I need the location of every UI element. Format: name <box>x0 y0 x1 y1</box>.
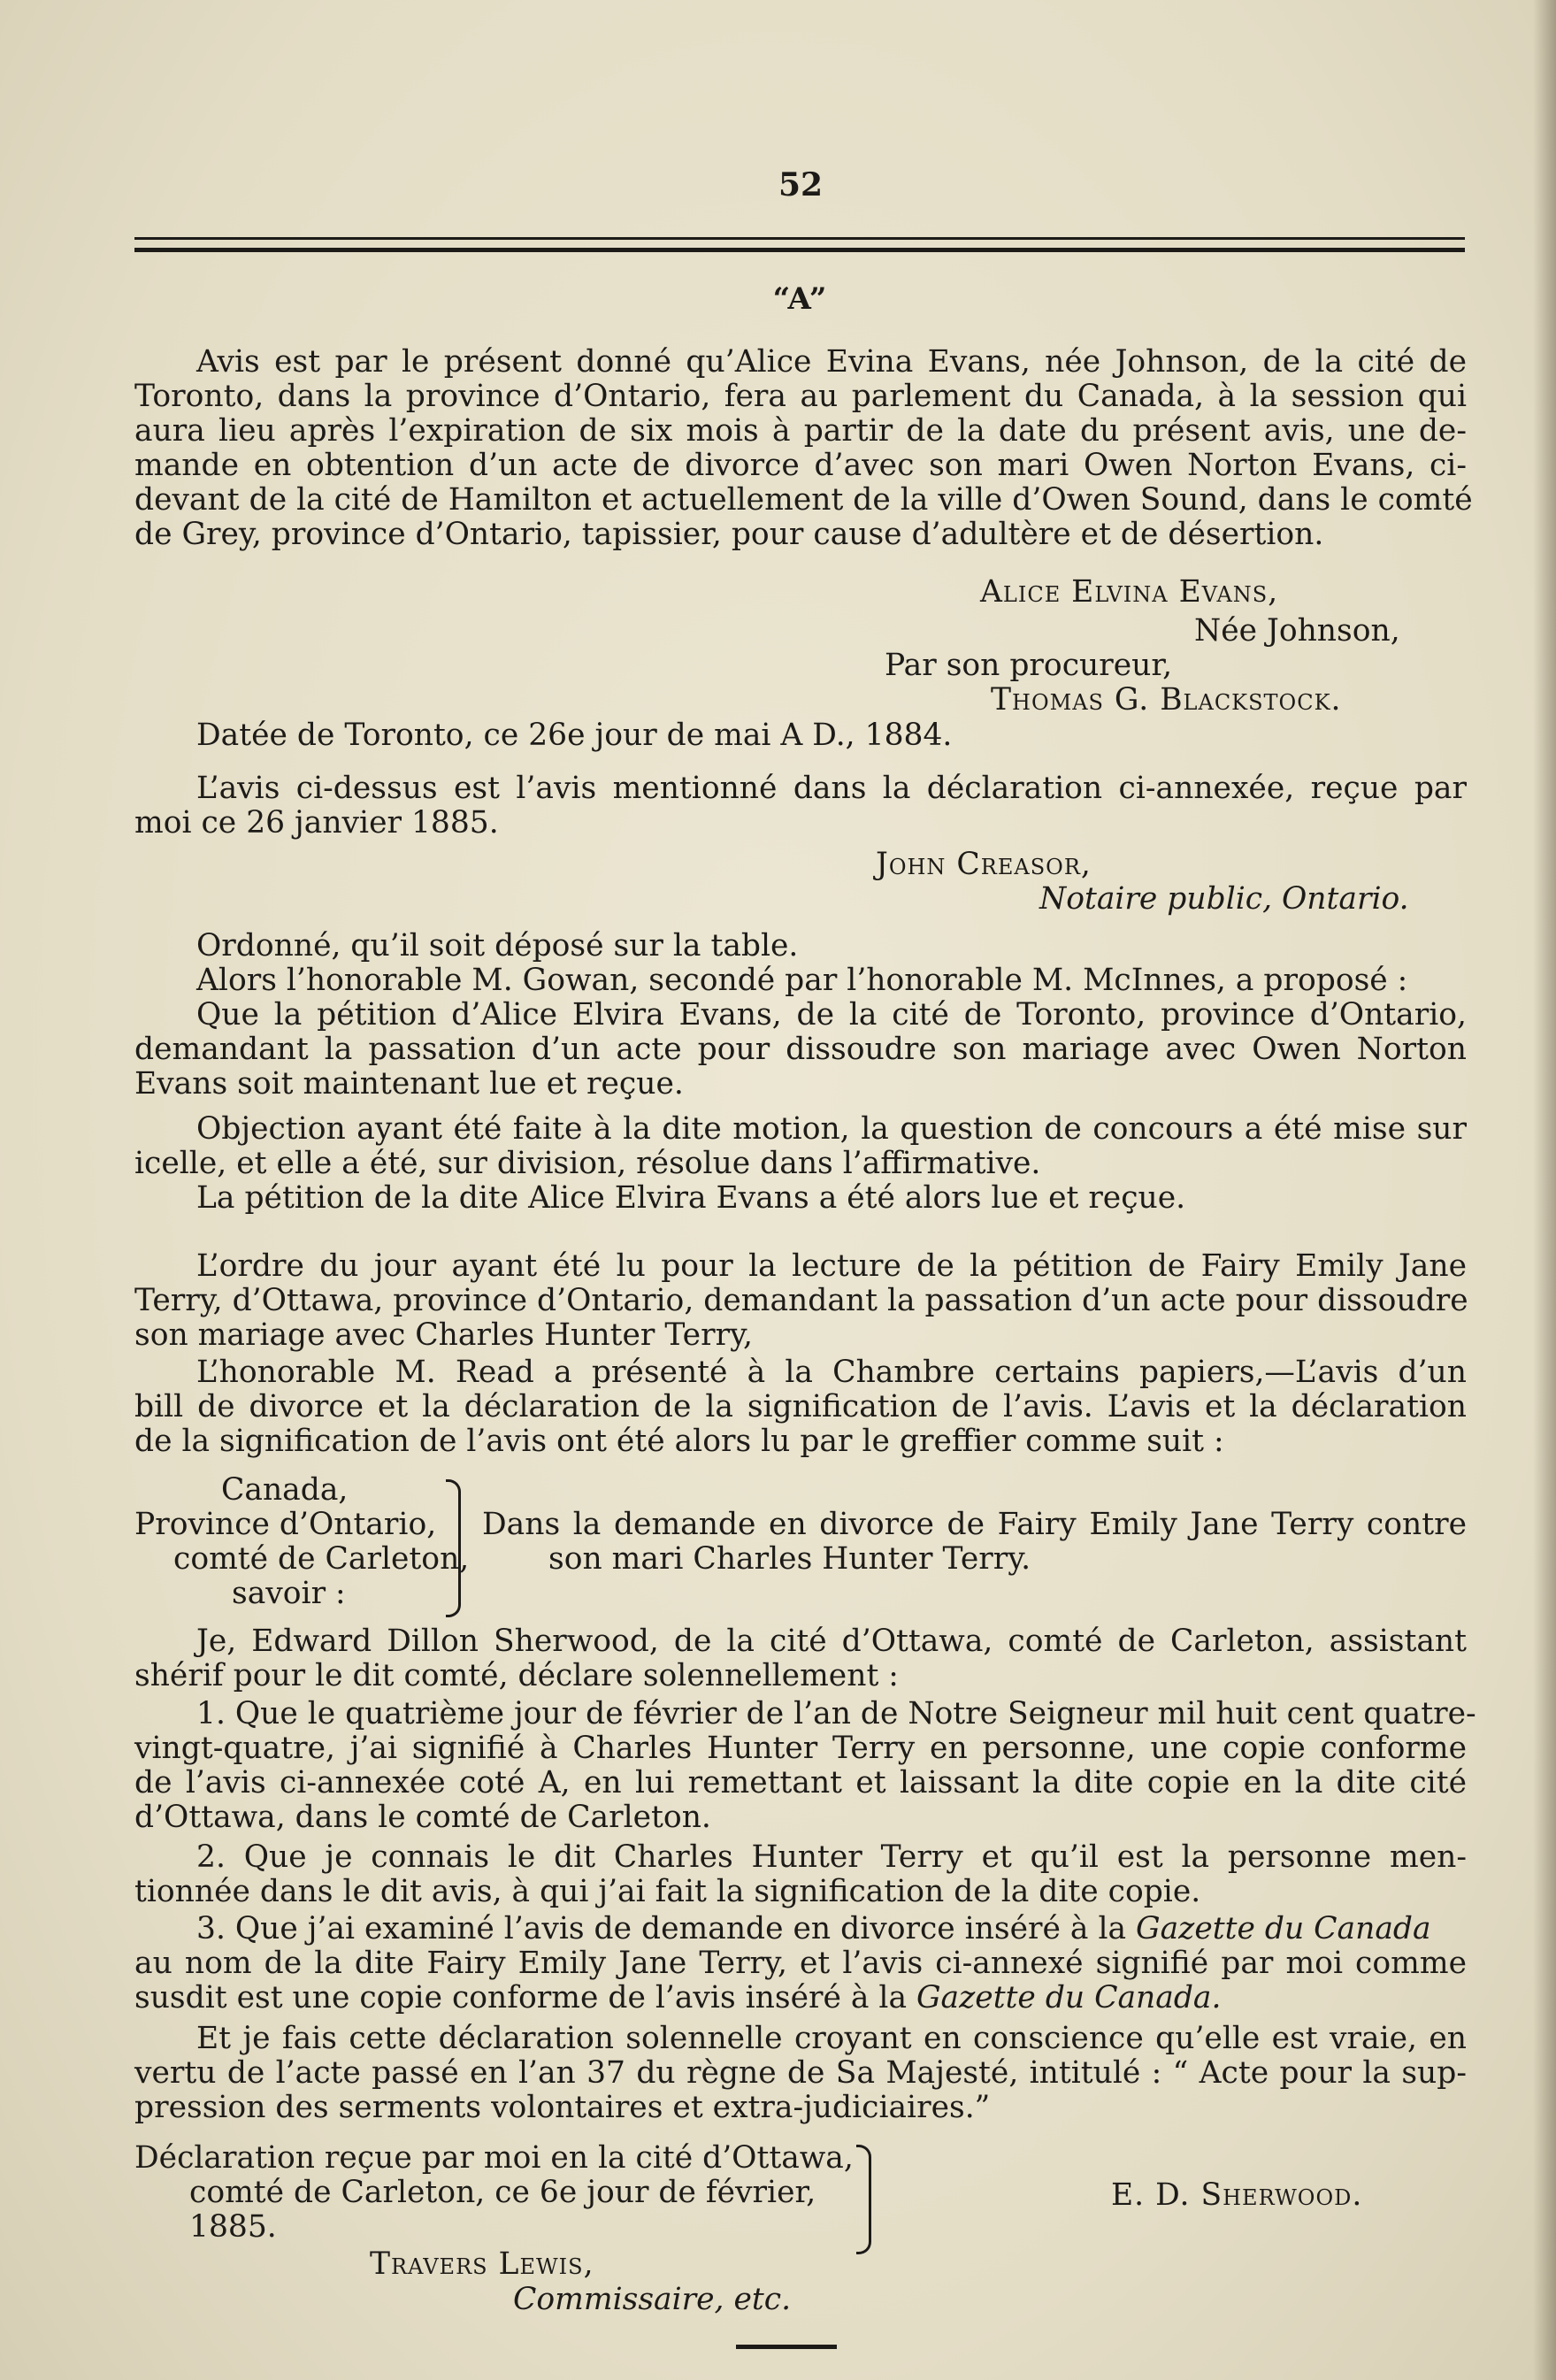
header-rule-thin <box>134 237 1465 240</box>
notice-line: mande en obtention d’un acte de divorce d’avec son mari Owen Norton Evans, ci- <box>134 448 1467 483</box>
attorney-name: Thomas G. Blackstock. <box>991 682 1342 718</box>
declaration-line: 1. Que le quatrième jour de février de l’an de Notre Seigneur mil huit cent quatre- <box>196 1696 1476 1731</box>
page-edge-shadow <box>1533 0 1556 2380</box>
proceedings-line: Alors l’honorable M. Gowan, secondé par l’honorable M. McInnes, a proposé : <box>196 963 1408 998</box>
certificate-line: moi ce 26 janvier 1885. <box>134 805 499 841</box>
declaration-line: au nom de la dite Fairy Emily Jane Terry, et l’avis ci-annexé signifié par moi comme <box>134 1946 1467 1981</box>
declaration-line: vingt-quatre, j’ai signifié à Charles Hunter Terry en personne, une copie conforme <box>134 1731 1467 1766</box>
notice-line: de Grey, province d’Ontario, tapissier, pour cause d’adultère et de désertion. <box>134 517 1324 552</box>
proceedings-line: demandant la passation d’un acte pour dissoudre son mariage avec Owen Norton <box>134 1032 1467 1067</box>
terry-line: son mariage avec Charles Hunter Terry, <box>134 1317 753 1353</box>
declaration-line <box>134 1981 1221 2015</box>
declaration-line: shérif pour le dit comté, déclare solennellement : <box>134 1658 899 1693</box>
terry-line: bill de divorce et la déclaration de la signification de l’avis. L’avis et la déclaration <box>134 1389 1467 1424</box>
proceedings-line: Que la pétition d’Alice Elvira Evans, de la cité de Toronto, province d’Ontario, <box>196 997 1467 1033</box>
declaration-line: Je, Edward Dillon Sherwood, de la cité d’Ottawa, comté de Carleton, assistant <box>196 1624 1467 1659</box>
commissioner-title: Commissaire, etc. <box>513 2282 792 2317</box>
terry-line: L’ordre du jour ayant été lu pour la lecture de la pétition de Fairy Emily Jane <box>196 1248 1467 1284</box>
gazette-title: Gazette du Canada. <box>916 1980 1222 2015</box>
declaration-line: vertu de l’acte passé en l’an 37 du règne de Sa Majesté, intitulé : “ Acte pour la sup- <box>134 2055 1467 2091</box>
header-rule-thick <box>134 248 1465 252</box>
proceedings-line: La pétition de la dite Alice Elvira Evans a été alors lue et reçue. <box>196 1180 1186 1216</box>
declaration-line: Et je fais cette déclaration solennelle croyant en conscience qu’elle est vraie, en <box>196 2021 1467 2056</box>
commissioner-name: Travers Lewis, <box>370 2246 594 2282</box>
signatory-name: Alice Elvina Evans, <box>980 574 1279 610</box>
declaration-line: pression des serments volontaires et extra-judiciaires.” <box>134 2090 991 2125</box>
jurat-line: comté de Carleton, ce 6e jour de février, <box>189 2175 816 2210</box>
declaration-line: de l’avis ci-annexée coté A, en lui remettant et laissant la dite copie en la dite cité <box>134 1765 1467 1800</box>
notice-date: Datée de Toronto, ce 26e jour de mai A D., 1884. <box>196 718 953 753</box>
terry-line: L’honorable M. Read a présenté à la Chambre certains papiers,—L’avis d’un <box>196 1355 1467 1390</box>
venue-left: Canada, <box>221 1472 349 1508</box>
jurat-line: 1885. <box>189 2209 277 2245</box>
venue-left: savoir : <box>232 1576 346 1611</box>
jurat-line: Déclaration reçue par moi en la cité d’Ottawa, <box>134 2140 854 2176</box>
terry-line: Terry, d’Ottawa, province d’Ontario, demandant la passation d’un acte pour dissoudre <box>134 1283 1468 1318</box>
venue-left: comté de Carleton, <box>173 1541 470 1577</box>
annex-heading: “A” <box>772 281 829 317</box>
declarant-signature: E. D. Sherwood. <box>1111 2177 1363 2213</box>
venue-left: Province d’Ontario, <box>134 1507 437 1542</box>
closing-rule <box>736 2345 837 2349</box>
proceedings-line: Evans soit maintenant lue et reçue. <box>134 1066 684 1102</box>
notice-line: devant de la cité de Hamilton et actuellement de la ville d’Owen Sound, dans le comté <box>134 482 1473 518</box>
signatory-maiden-name: Née Johnson, <box>1194 613 1400 649</box>
proceedings-line: Ordonné, qu’il soit déposé sur la table. <box>196 928 799 964</box>
certificate-line: L’avis ci-dessus est l’avis mentionné dans la déclaration ci-annexée, reçue par <box>196 771 1467 806</box>
proceedings-line: icelle, et elle a été, sur division, résolue dans l’affirmative. <box>134 1146 1041 1181</box>
declaration-line-part: 3. Que j’ai examiné l’avis de demande en divorce inséré à la <box>196 1911 1127 1946</box>
notice-line: aura lieu après l’expiration de six mois à partir de la date du présent avis, une de- <box>134 413 1467 449</box>
notary-name: John Creasor, <box>876 847 1092 882</box>
notary-title: Notaire public, Ontario. <box>1039 881 1409 917</box>
by-attorney: Par son procureur, <box>885 648 1173 683</box>
declaration-line-part: susdit est une copie conforme de l’avis inséré à la <box>134 1980 908 2015</box>
venue-brace <box>446 1479 461 1617</box>
proceedings-line: Objection ayant été faite à la dite motion, la question de concours a été mise sur <box>196 1111 1467 1147</box>
venue-right: Dans la demande en divorce de Fairy Emily Jane Terry contre <box>482 1507 1467 1542</box>
declaration-line: 2. Que je connais le dit Charles Hunter Terry et qu’il est la personne men- <box>196 1839 1467 1875</box>
page-number: 52 <box>778 166 824 203</box>
jurat-brace <box>856 2145 871 2254</box>
declaration-line: tionnée dans le dit avis, à qui j’ai fait la signification de la dite copie. <box>134 1874 1201 1909</box>
gazette-title: Gazette du Canada <box>1136 1911 1431 1946</box>
declaration-line <box>196 1912 1431 1946</box>
notice-line: Toronto, dans la province d’Ontario, fera au parlement du Canada, à la session qui <box>134 379 1467 414</box>
terry-line: de la signification de l’avis ont été alors lu par le greffier comme suit : <box>134 1424 1224 1459</box>
declaration-line: d’Ottawa, dans le comté de Carleton. <box>134 1800 711 1835</box>
venue-right: son mari Charles Hunter Terry. <box>548 1541 1031 1577</box>
notice-line: Avis est par le présent donné qu’Alice Evina Evans, née Johnson, de la cité de <box>196 344 1467 380</box>
